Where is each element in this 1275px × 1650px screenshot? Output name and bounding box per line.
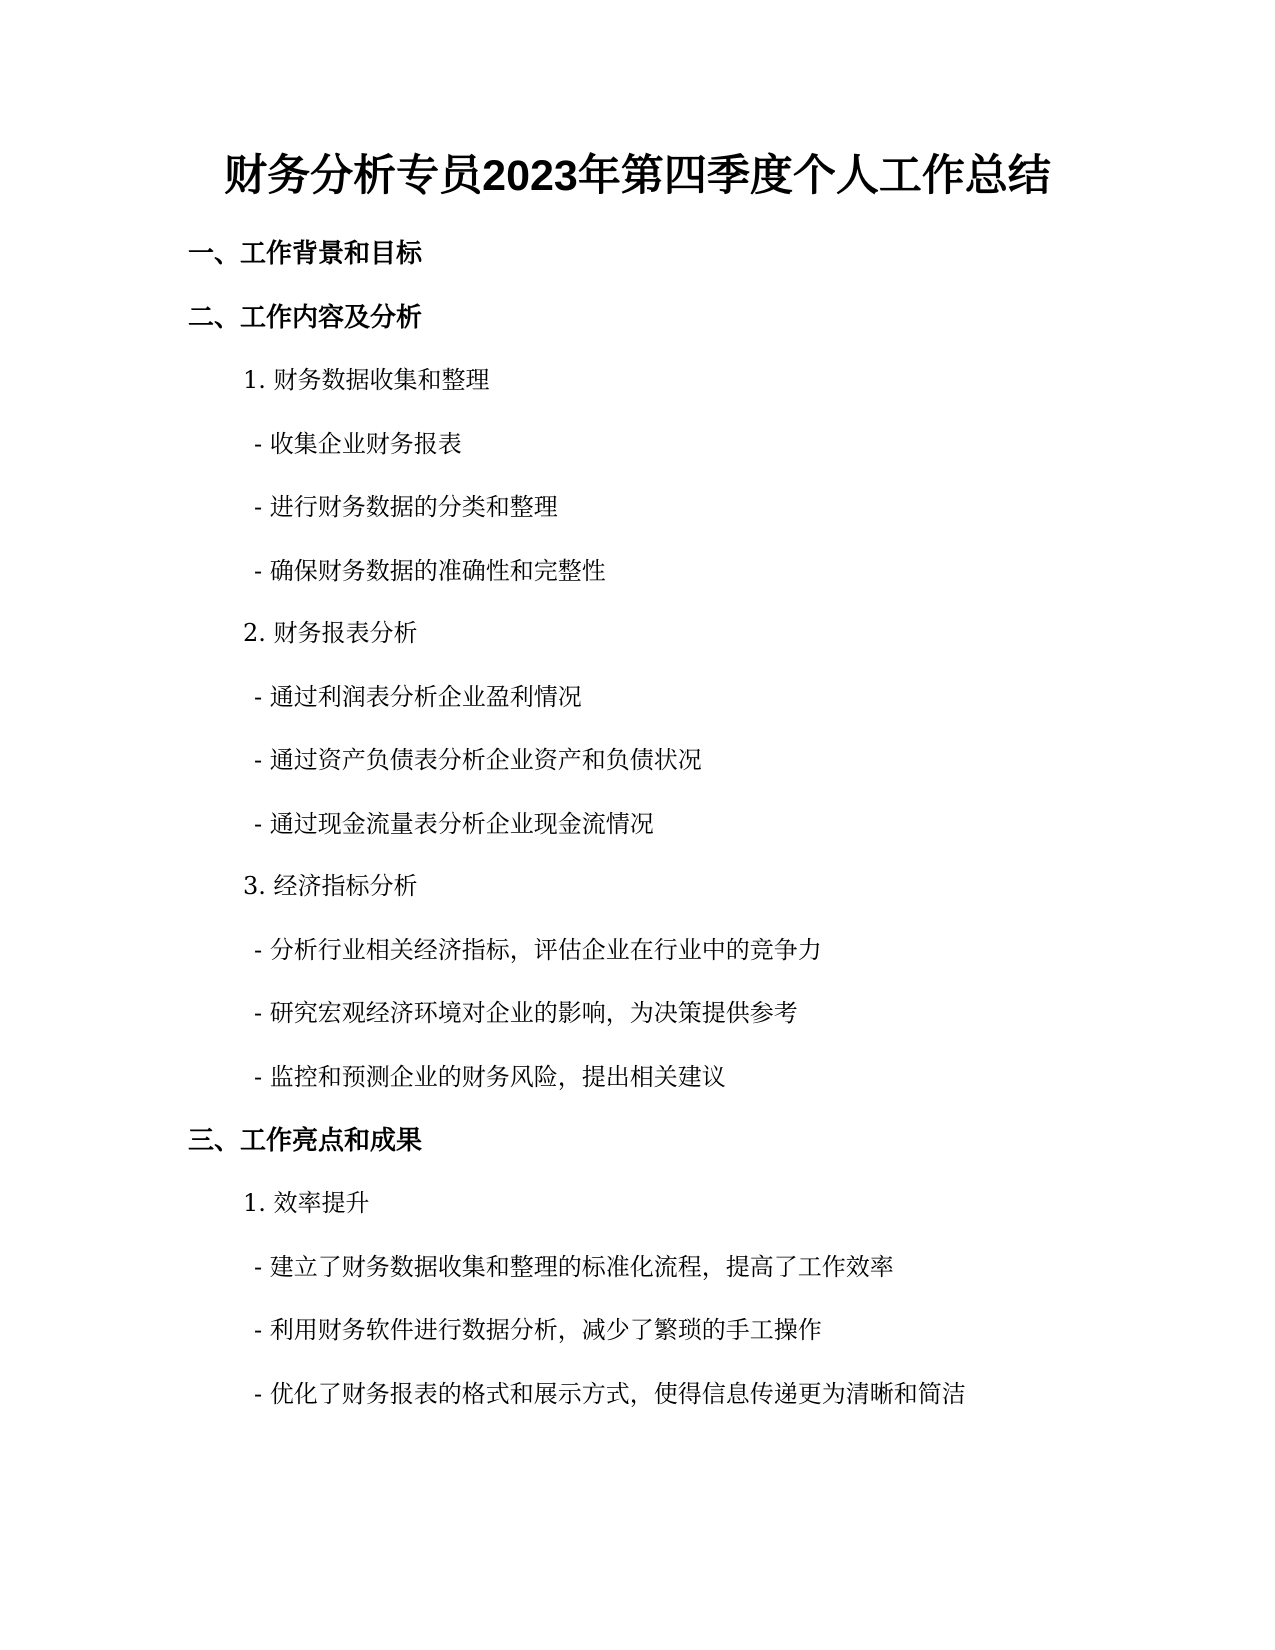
bullet-item: - 优化了财务报表的格式和展示方式，使得信息传递更为清晰和简洁 — [254, 1380, 966, 1408]
section-heading-content: 二、工作内容及分析 — [188, 303, 423, 333]
bullet-item: - 进行财务数据的分类和整理 — [254, 493, 558, 521]
bullet-item: - 监控和预测企业的财务风险，提出相关建议 — [254, 1063, 726, 1091]
section-heading-background: 一、工作背景和目标 — [188, 239, 423, 269]
bullet-item: - 通过资产负债表分析企业资产和负债状况 — [254, 746, 702, 774]
numbered-item-report-analysis: 2. 财务报表分析 — [243, 619, 418, 647]
bullet-item: - 通过现金流量表分析企业现金流情况 — [254, 810, 654, 838]
bullet-item: - 确保财务数据的准确性和完整性 — [254, 557, 606, 585]
numbered-item-efficiency: 1. 效率提升 — [243, 1189, 370, 1217]
bullet-item: - 收集企业财务报表 — [254, 430, 462, 458]
bullet-item: - 建立了财务数据收集和整理的标准化流程，提高了工作效率 — [254, 1253, 894, 1281]
numbered-item-data-collection: 1. 财务数据收集和整理 — [243, 366, 490, 394]
document-title: 财务分析专员2023年第四季度个人工作总结 — [224, 152, 1051, 200]
numbered-item-economic-indicators: 3. 经济指标分析 — [243, 872, 418, 900]
bullet-item: - 研究宏观经济环境对企业的影响，为决策提供参考 — [254, 999, 798, 1027]
section-heading-highlights: 三、工作亮点和成果 — [188, 1126, 423, 1156]
bullet-item: - 利用财务软件进行数据分析，减少了繁琐的手工操作 — [254, 1316, 822, 1344]
bullet-item: - 通过利润表分析企业盈利情况 — [254, 683, 582, 711]
bullet-item: - 分析行业相关经济指标，评估企业在行业中的竞争力 — [254, 936, 822, 964]
